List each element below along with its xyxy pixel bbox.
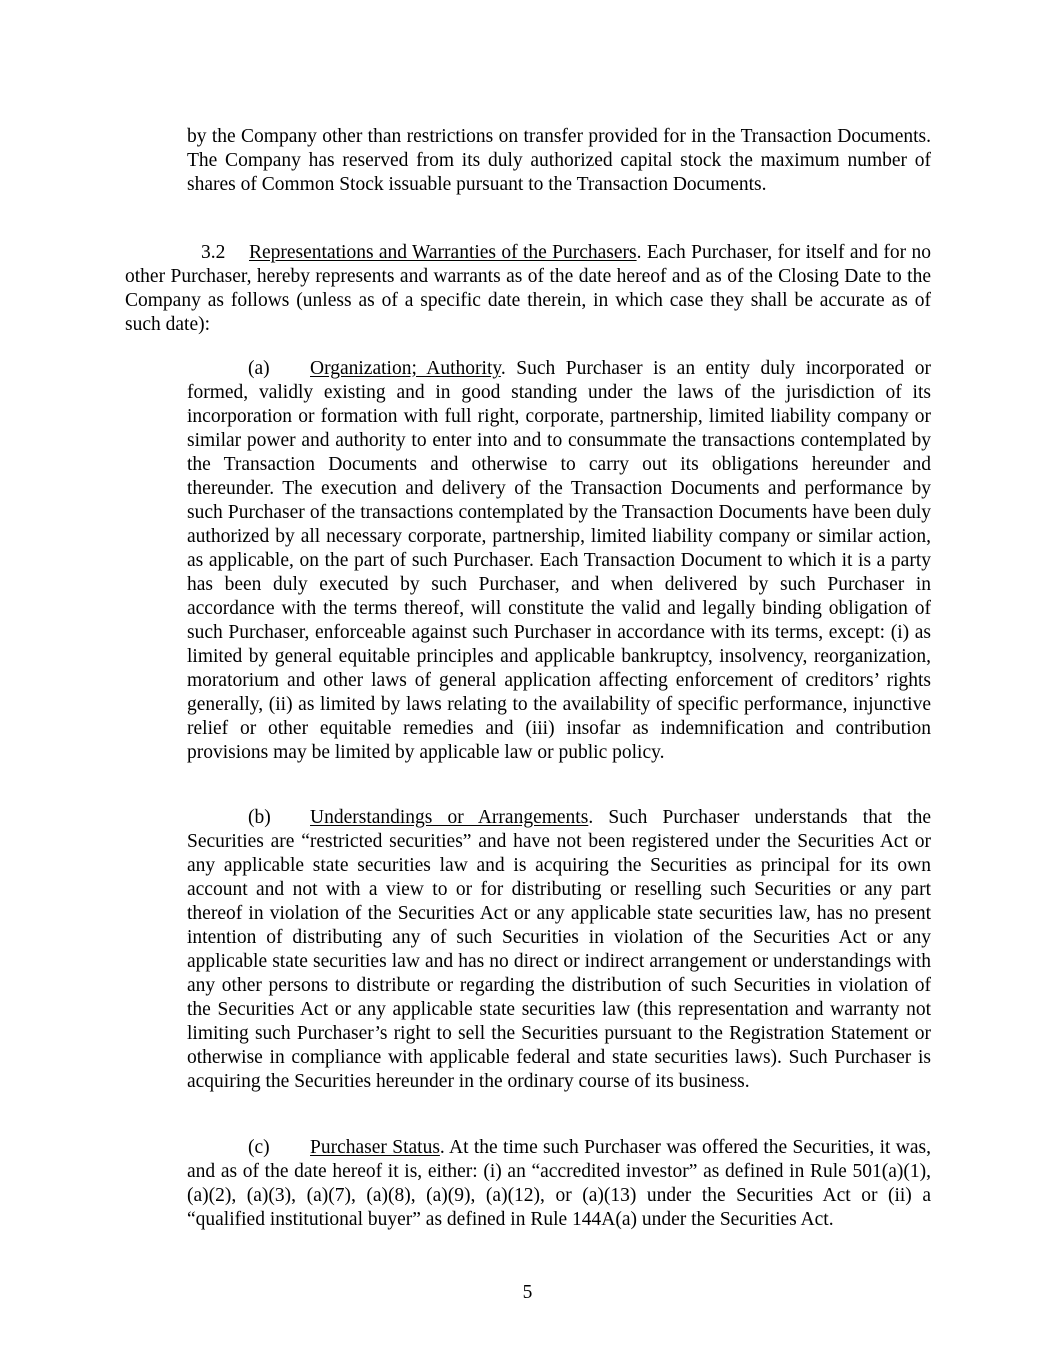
subsection-c-heading: Purchaser Status <box>310 1137 440 1158</box>
subsection-a-label: (a) <box>248 358 270 379</box>
subsection-b-paragraph <box>187 806 931 1094</box>
subsection-b-text: . Such Purchaser understands that the Securities are “restricted securities” and have not been registered under the Securities Act or any applicable state securities law and is acquiring the Securities as principal for its own account and not with a view to or for distributing or reselling such Securities or any part thereof in violation of the Securities Act or any applicable state securities law, has no present intention of distributing any of such Securities in violation of the Securities Act or any applicable state securities law and has no direct or indirect arrangement or understandings with any other persons to distribute or regarding the distribution of such Securities in violation of the Securities Act or any applicable state securities law (this representation and warranty not limiting such Purchaser’s right to sell the Securities pursuant to the Registration Statement or otherwise in compliance with applicable federal and state securities laws). Such Purchaser is acquiring the Securities hereunder in the ordinary course of its business. <box>187 807 931 1092</box>
section-3-2-paragraph <box>125 241 931 337</box>
section-3-2-heading: Representations and Warranties of the Purchasers <box>249 242 637 263</box>
page-number: 5 <box>522 1282 533 1303</box>
subsection-c-text: . At the time such Purchaser was offered the Securities, it was, and as of the date hereof it is, either: (i) an “accredited investor” as defined in Rule 501(a)(1), (a)(2), (a)(3), (a)(7), (a)(8), (a)(9), (a)(12), or (a)(13) under the Securities Act or (ii) a “qualified institutional buyer” as defined in Rule 144A(a) under the Securities Act. <box>187 1137 931 1230</box>
subsection-c-paragraph <box>187 1136 931 1232</box>
subsection-c-label: (c) <box>248 1137 270 1158</box>
subsection-a-text: . Such Purchaser is an entity duly incorporated or formed, validly existing and in good standing under the laws of the jurisdiction of its incorporation or formation with full right, corporate, partnership, limited liability company or similar power and authority to enter into and to consummate the transactions contemplated by the Transaction Documents and otherwise to carry out its obligations hereunder and thereunder. The execution and delivery of the Transaction Documents and performance by such Purchaser of the transactions contemplated by the Transaction Documents have been duly authorized by all necessary corporate, partnership, limited liability company or similar action, as applicable, on the part of such Purchaser. Each Transaction Document to which it is a party has been duly executed by such Purchaser, and when delivered by such Purchaser in accordance with the terms thereof, will constitute the valid and legally binding obligation of such Purchaser, enforceable against such Purchaser in accordance with its terms, except: (i) as limited by general equitable principles and applicable bankruptcy, insolvency, reorganization, moratorium and other laws of general application affecting enforcement of creditors’ rights generally, (ii) as limited by laws relating to the availability of specific performance, injunctive relief or other equitable remedies and (iii) insofar as indemnification and contribution provisions may be limited by applicable law or public policy. <box>187 358 931 763</box>
section-3-2-text: . Each Purchaser, for itself and for no other Purchaser, hereby represents and warrants as of the date hereof and as of the Closing Date to the Company as follows (unless as of a specific date therein, in which case they shall be accurate as of such date): <box>125 242 931 335</box>
subsection-b-heading: Understandings or Arrangements <box>310 807 589 828</box>
subsection-a-paragraph <box>187 357 931 765</box>
subsection-b-label: (b) <box>248 807 271 828</box>
subsection-a-heading: Organization; Authority <box>310 358 501 379</box>
section-3-2-number: 3.2 <box>201 242 226 263</box>
continuation-paragraph: by the Company other than restrictions on transfer provided for in the Transaction Documents. The Company has reserved from its duly authorized capital stock the maximum number of shares of Common Stock issuable pursuant to the Transaction Documents. <box>187 126 931 195</box>
